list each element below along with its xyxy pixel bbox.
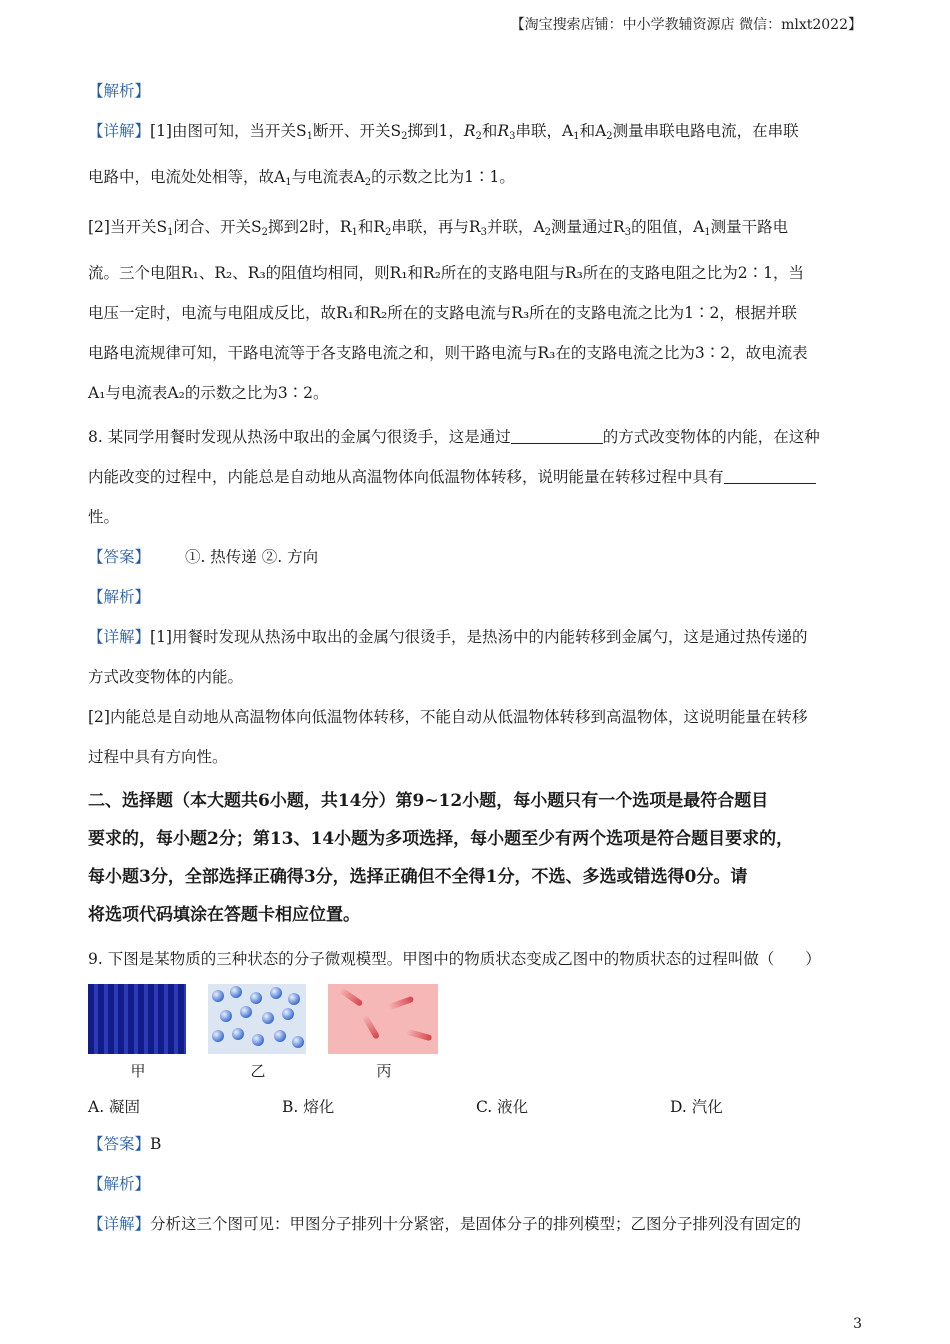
detail-paragraph-2-line2: 流。三个电阻R₁、R₂、R₃的阻值均相同，则R₁和R₂所在的支路电阻与R₃所在的支路电阻之比为2∶1，当 xyxy=(88,264,805,282)
molecule-dot xyxy=(220,1010,232,1022)
molecule-dot xyxy=(274,1030,286,1042)
answer-blank xyxy=(724,469,816,484)
question-8-detail-2: 方式改变物体的内能。 xyxy=(88,668,244,686)
figure-liquid xyxy=(208,984,308,1081)
text-span: 测量干路电 xyxy=(710,218,789,236)
subscript: 2 xyxy=(544,227,552,238)
question-9-detail xyxy=(88,1211,866,1237)
text-span: 并联，A xyxy=(486,218,545,236)
option-c: C. 液化 xyxy=(476,1098,529,1116)
answer-text: ①. 热传递 ②. 方向 xyxy=(184,548,319,566)
analysis-tag: 【解析】 xyxy=(88,1175,151,1193)
option-b: B. 熔化 xyxy=(282,1098,335,1116)
answer-text: B xyxy=(150,1135,162,1153)
detail-paragraph-1 xyxy=(88,118,866,150)
question-8-line3: 性。 xyxy=(88,508,120,526)
subscript: 1 xyxy=(306,131,313,142)
molecule-streak xyxy=(406,1029,433,1042)
symbol-r: R xyxy=(497,122,510,140)
answer-blank xyxy=(511,429,603,444)
question-8-detail-4: 过程中具有方向性。 xyxy=(88,748,228,766)
liquid-molecule-image xyxy=(208,984,306,1054)
question-8-line2 xyxy=(88,464,866,490)
question-8-analysis-tag xyxy=(88,584,866,610)
page-header: 【淘宝搜索店铺：中小学教辅资源店 微信：mlxt2022】 xyxy=(510,17,862,33)
molecule-dot xyxy=(230,986,242,998)
text-span: 电路中，电流处处相等，故A xyxy=(88,168,286,186)
symbol-s: S xyxy=(295,122,307,140)
question-8-line1 xyxy=(88,424,866,450)
text-span: [1]用餐时发现从热汤中取出的金属勺很烫手，是热汤中的内能转移到金属勺，这是通过热传递的 xyxy=(150,628,808,646)
subscript: 2 xyxy=(401,131,408,142)
answer-tag: 【答案】 xyxy=(88,1135,151,1153)
text-span: 断开、开关 xyxy=(312,122,391,140)
symbol-r: R xyxy=(463,122,476,140)
text-span: 串联，A xyxy=(515,122,574,140)
molecule-dot xyxy=(262,1012,274,1024)
question-9-stem: 9. 下图是某物质的三种状态的分子微观模型。甲图中的物质状态变成乙图中的物质状态的过程叫做（ ） xyxy=(88,950,821,968)
text-span: 和 xyxy=(481,122,498,140)
subscript: 1 xyxy=(351,227,358,238)
symbol-s: S xyxy=(390,122,402,140)
detail-paragraph-2-line4: 电路电流规律可知，干路电流等于各支路电流之和，则干路电流与R₃在的支路电流之比为3∶2，故电流表 xyxy=(88,344,808,362)
molecule-dot xyxy=(282,1008,294,1020)
text-span: 8. 某同学用餐时发现从热汤中取出的金属勺很烫手，这是通过 xyxy=(88,428,511,446)
molecule-dot xyxy=(232,1028,244,1040)
molecule-dot xyxy=(292,1036,304,1048)
subscript: 1 xyxy=(573,131,580,142)
detail-paragraph-2-line3: 电压一定时，电流与电阻成反比，故R₁和R₂所在的支路电流与R₃所在的支路电流之比为1∶2，根据并联 xyxy=(88,304,797,322)
option-a: A. 凝固 xyxy=(88,1098,141,1116)
molecule-dot xyxy=(270,987,282,999)
document-body xyxy=(88,78,866,1237)
subscript: 1 xyxy=(285,177,292,188)
detail-tag: 【详解】 xyxy=(88,1215,151,1233)
text-span: 的示数之比为1∶1。 xyxy=(371,168,515,186)
molecule-dot xyxy=(288,993,300,1005)
subscript: 3 xyxy=(624,227,632,238)
detail-tag: 【详解】 xyxy=(88,628,151,646)
page-number: 3 xyxy=(853,1316,862,1332)
molecule-dot xyxy=(212,1030,224,1042)
question-8-answer xyxy=(88,544,866,570)
detail-paragraph-1-cont xyxy=(88,164,866,196)
analysis-tag: 【解析】 xyxy=(88,82,151,100)
text-span: 和A xyxy=(579,122,607,140)
figure-label: 甲 xyxy=(130,1062,146,1080)
text-span: 测量串联电路电流，在串联 xyxy=(612,122,799,140)
text-span: 的阻值，A xyxy=(631,218,705,236)
text-span: 与电流表A xyxy=(291,168,365,186)
subscript: 2 xyxy=(385,227,392,238)
molecule-dot xyxy=(212,990,224,1002)
text-span: 和R xyxy=(357,218,386,236)
detail-tag: 【详解】 xyxy=(88,122,151,140)
question-8-detail-1 xyxy=(88,624,866,650)
text-span: 测量通过R xyxy=(551,218,625,236)
detail-paragraph-2-line5: A₁与电流表A₂的示数之比为3∶2。 xyxy=(88,384,329,402)
text-span: 掷到2时，R xyxy=(267,218,352,236)
subscript: 2 xyxy=(261,227,268,238)
state-model-figures xyxy=(88,984,866,1081)
molecule-streak xyxy=(339,987,364,1007)
section-2-heading-line1: 二、选择题（本大题共6小题，共14分）第9~12小题，每小题只有一个选项是最符合题目 xyxy=(88,791,769,811)
text-span: 内能改变的过程中，内能总是自动地从高温物体向低温物体转移，说明能量在转移过程中具有 xyxy=(88,468,724,486)
subscript: 1 xyxy=(704,227,711,238)
text-span: 分析这三个图可见：甲图分子排列十分紧密，是固体分子的排列模型；乙图分子排列没有固定的 xyxy=(150,1215,802,1233)
subscript: 3 xyxy=(480,227,487,238)
section-2-heading-line3: 每小题3分，全部选择正确得3分，选择正确但不全得1分，不选、多选或错选得0分。请 xyxy=(88,867,748,887)
figure-solid xyxy=(88,984,188,1081)
analysis-tag: 【解析】 xyxy=(88,588,151,606)
text-span: 掷到1， xyxy=(407,122,464,140)
option-d: D. 汽化 xyxy=(670,1098,723,1116)
text-span: 的方式改变物体的内能，在这种 xyxy=(602,428,820,446)
subscript: 2 xyxy=(475,131,482,142)
section-2-heading-line2: 要求的，每小题2分；第13、14小题为多项选择，每小题至少有两个选项是符合题目要求的， xyxy=(88,829,794,849)
question-9-analysis-tag xyxy=(88,1171,866,1197)
question-9-options xyxy=(88,1095,866,1117)
text-span: [1]由图可知，当开关 xyxy=(150,122,296,140)
subscript: 2 xyxy=(364,177,372,188)
section-2-heading-line4: 将选项代码填涂在答题卡相应位置。 xyxy=(88,905,360,925)
figure-label: 乙 xyxy=(250,1062,266,1080)
molecule-streak xyxy=(388,996,414,1011)
molecule-dot xyxy=(250,992,262,1004)
subscript: 2 xyxy=(606,131,613,142)
detail-paragraph-2 xyxy=(88,214,866,246)
text-span: [2]当开关S xyxy=(88,218,168,236)
text-span: 串联，再与R xyxy=(391,218,481,236)
question-9-answer xyxy=(88,1131,866,1157)
molecule-streak xyxy=(362,1014,380,1040)
question-8-detail-3: [2]内能总是自动地从高温物体向低温物体转移，不能自动从低温物体转移到高温物体，这说明能量在转移 xyxy=(88,708,808,726)
text-span: 闭合、开关S xyxy=(173,218,262,236)
molecule-dot xyxy=(252,1034,264,1046)
molecule-dot xyxy=(240,1006,252,1018)
figure-gas xyxy=(328,984,440,1081)
answer-tag: 【答案】 xyxy=(88,548,151,566)
gas-molecule-image xyxy=(328,984,438,1054)
subscript: 1 xyxy=(167,227,174,238)
subscript: 3 xyxy=(509,131,516,142)
solid-molecule-image xyxy=(88,984,186,1054)
figure-label: 丙 xyxy=(376,1062,392,1080)
